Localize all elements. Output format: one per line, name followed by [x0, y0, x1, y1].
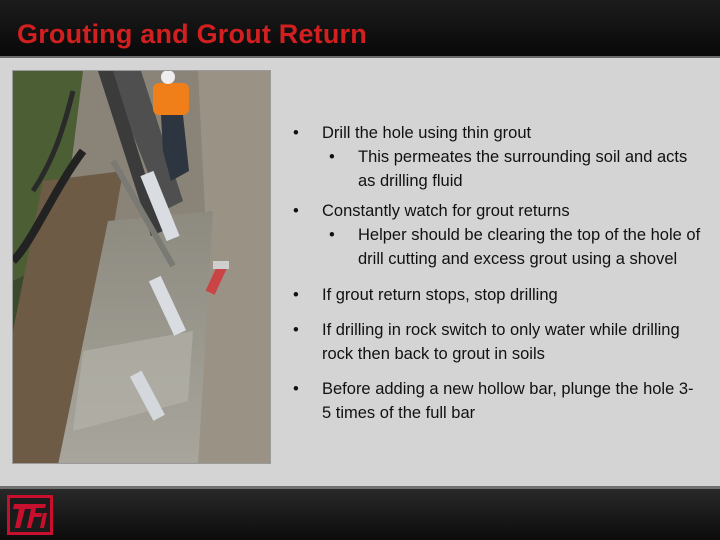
company-logo	[7, 495, 53, 535]
bullet-item: • If grout return stops, stop drilling	[292, 283, 702, 307]
title-bar	[0, 0, 720, 58]
bullet-item: • Constantly watch for grout returns	[292, 199, 702, 223]
sub-bullet-item: • Helper should be clearing the top of the hole of drill cutting and excess grout using a shovel	[292, 223, 702, 271]
bullet-item: • Before adding a new hollow bar, plunge the hole 3-5 times of the full bar	[292, 377, 702, 425]
sub-bullet-item: • This permeates the surrounding soil and acts as drilling fluid	[292, 145, 702, 193]
footer-bar	[0, 486, 720, 540]
bullet-item: • Drill the hole using thin grout	[292, 121, 702, 145]
bullet-item: • If drilling in rock switch to only water while drilling rock then back to grout in soils	[292, 318, 702, 366]
bullet-list	[292, 121, 702, 425]
slide-title: Grouting and Grout Return	[17, 19, 367, 49]
construction-photo	[12, 70, 271, 464]
